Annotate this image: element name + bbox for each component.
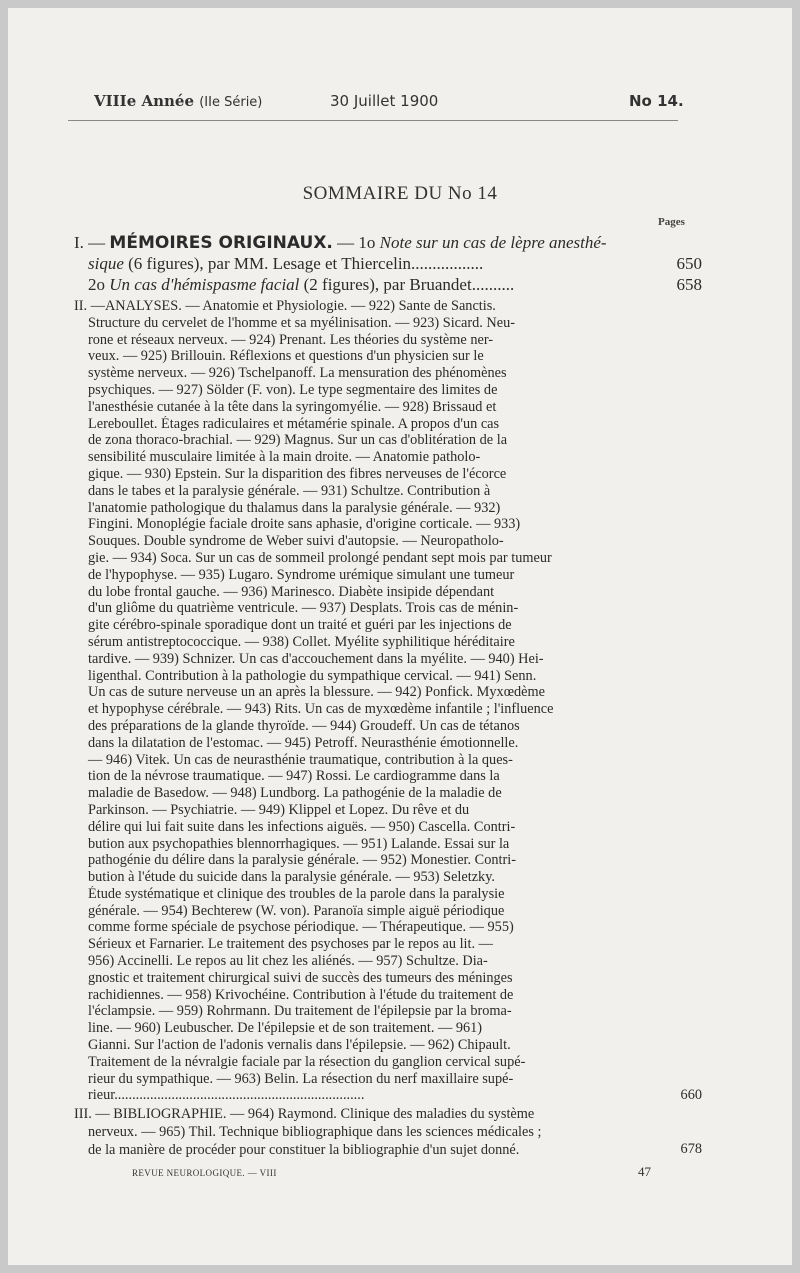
analyses-line: gique. — 930) Epstein. Sur la disparition des fibres nerveuses de l'écorce (88, 465, 507, 482)
analyses-line: des préparations de la glande thyroïde. — 944) Groudeff. Un cas de tétanos (88, 717, 520, 734)
analyses-line: sensibilité musculaire limitée à la main droite. — Anatomie patholo- (88, 449, 481, 466)
analyses-line: Souques. Double syndrome de Weber suivi d'autopsie. — Neuropatholo- (88, 533, 504, 550)
bibliographie-line: III. — BIBLIOGRAPHIE. — 964) Raymond. Clinique des maladies du système (74, 1106, 535, 1122)
section-bibliographie (74, 1105, 702, 1159)
analyses-line: — 946) Vitek. Un cas de neurasthénie traumatique, contribution à la ques- (88, 751, 513, 768)
analyses-line: rachidiennes. — 958) Krivochéine. Contribution à l'étude du traitement de (88, 986, 514, 1003)
page-number: 678 (680, 1141, 702, 1157)
year-label: VIIIe Année (IIe Série) (94, 92, 263, 110)
analyses-line: de zona thoraco-brachial. — 929) Magnus. Sur un cas d'oblitération de la (88, 432, 508, 449)
memoires-line-1: I. — MÉMOIRES ORIGINAUX. — 1o Note sur un cas de lèpre anesthé- (74, 233, 607, 253)
document-page (8, 8, 792, 1265)
analyses-line: Sérieux et Farnarier. Le traitement des psychoses par le repos au lit. — (88, 936, 493, 953)
memoires-heading: MÉMOIRES ORIGINAUX. (109, 233, 333, 253)
analyses-line: rone et réseaux nerveux. — 924) Prenant. Les théories du système ner- (88, 331, 494, 348)
analyses-line: line. — 960) Leubuscher. De l'épilepsie et de son traitement. — 961) (88, 1020, 483, 1037)
analyses-line: rieur...................................................................... (88, 1087, 365, 1104)
analyses-line: Un cas de suture nerveuse un an après la blessure. — 942) Ponfick. Myxœdème (88, 684, 545, 701)
header-rule (68, 120, 678, 121)
analyses-line: l'anatomie pathologique du thalamus dans la paralysie générale. — 932) (88, 499, 501, 516)
analyses-line: Étude systématique et clinique des troubles de la parole dans la paralysie (88, 885, 505, 902)
analyses-line: pathogénie du délire dans la paralysie générale. — 952) Monestier. Contri- (88, 852, 516, 869)
analyses-line: tardive. — 939) Schnizer. Un cas d'accouchement dans la myélite. — 940) Hei- (88, 650, 544, 667)
analyses-line: rieur du sympathique. — 963) Belin. La résection du nerf maxillaire supé- (88, 1070, 514, 1087)
analyses-line: gnostic et traitement chirurgical suivi de succès des tumeurs des méninges (88, 969, 513, 986)
section-analyses (74, 298, 702, 1104)
analyses-line: tion de la névrose traumatique. — 947) Rossi. Le cardiogramme dans la (88, 768, 500, 785)
analyses-line: générale. — 954) Bechterew (W. von). Paranoïa simple aiguë périodique (88, 902, 505, 919)
memoires-line-2: sique (6 figures), par MM. Lesage et Thiercelin................. 650 (88, 254, 702, 273)
analyses-line: veux. — 925) Brillouin. Réflexions et questions d'un physicien sur le (88, 348, 484, 365)
analyses-line: comme forme spéciale de psychose périodique. — Thérapeutique. — 955) (88, 919, 514, 936)
pages-column-label: Pages (658, 216, 685, 228)
analyses-line: gite cérébro-spinale sporadique dont un traité et guéri par les injections de (88, 617, 512, 634)
analyses-line: gie. — 934) Soca. Sur un cas de sommeil prolongé pendant sept mois par tumeur (88, 549, 552, 566)
analyses-line: système nerveux. — 926) Tschelpanoff. La mensuration des phénomènes (88, 365, 507, 382)
analyses-line: Lereboullet. Étages radiculaires et métamérie spinale. A propos d'un cas (88, 415, 500, 432)
analyses-line: du lobe frontal gauche. — 936) Marinesco. Diabète insipide dépendant (88, 583, 495, 600)
section-memoires (74, 232, 702, 295)
analyses-line: dans le tabes et la paralysie générale. — 931) Schultze. Contribution à (88, 482, 491, 499)
analyses-line: l'éclampsie. — 959) Rohrmann. Du traitement de l'épilepsie par la broma- (88, 1003, 512, 1020)
analyses-line: psychiques. — 927) Sölder (F. von). Le type segmentaire des limites de (88, 381, 498, 398)
analyses-line: l'anesthésie cutanée à la tête dans la syringomyélie. — 928) Brissaud et (88, 398, 497, 415)
analyses-line: Structure du cervelet de l'homme et sa myélinisation. — 923) Sicard. Neu- (88, 314, 515, 331)
issue-number: No 14. (629, 92, 684, 110)
analyses-line: II. —ANALYSES. — Anatomie et Physiologie. — 922) Sante de Sanctis. (74, 298, 496, 314)
issue-header (94, 92, 694, 116)
analyses-line: ligenthal. Contribution à la pathologie du sympathique cervical. — 941) Senn. (88, 667, 537, 684)
analyses-line: Gianni. Sur l'action de l'adonis vernalis dans l'épilepsie. — 962) Chipault. (88, 1037, 511, 1054)
footer-journal: REVUE NEUROLOGIQUE. — VIII (132, 1168, 277, 1178)
page-number-650: 650 (676, 254, 702, 273)
analyses-line: bution aux psychopathies blennorrhagiques. — 951) Lalande. Essai sur la (88, 835, 510, 852)
analyses-line: bution à l'étude du suicide dans la paralysie générale. — 953) Seletzky. (88, 869, 495, 886)
page-title: SOMMAIRE DU No 14 (302, 183, 498, 204)
bibliographie-line: de la manière de procéder pour constituer la bibliographie d'un sujet donné. (88, 1142, 520, 1158)
issue-date: 30 Juillet 1900 (330, 92, 439, 110)
footer-page-number: 47 (638, 1164, 651, 1179)
page-number-658: 658 (676, 275, 702, 294)
analyses-line: d'un gliôme du quatrième ventricule. — 937) Desplats. Trois cas de ménin- (88, 600, 519, 617)
analyses-line: Traitement de la névralgie faciale par la résection du ganglion cervical supé- (88, 1053, 526, 1070)
analyses-line: 956) Accinelli. Le repos au lit chez les aliénés. — 957) Schultze. Dia- (88, 953, 488, 970)
analyses-line: Fingini. Monoplégie faciale droite sans aphasie, d'origine corticale. — 933) (88, 516, 521, 533)
page-number: 660 (680, 1087, 702, 1103)
analyses-line: sérum antistreptococcique. — 938) Collet. Myélite syphilitique héréditaire (88, 633, 515, 650)
bibliographie-line: nerveux. — 965) Thil. Technique bibliographique dans les sciences médicales ; (88, 1124, 542, 1140)
analyses-line: maladie de Basedow. — 948) Lundborg. La pathogénie de la maladie de (88, 785, 502, 802)
memoires-line-3: 2o Un cas d'hémispasme facial (2 figures), par Bruandet.......... 658 (88, 275, 702, 294)
analyses-line: et hypophyse cérébrale. — 943) Rits. Un cas de myxœdème infantile ; l'influence (88, 701, 554, 718)
analyses-line: délire qui lui fait suite dans les infections aiguës. — 950) Cascella. Contri- (88, 818, 516, 835)
analyses-line: Parkinson. — Psychiatrie. — 949) Klippel et Lopez. Du rêve et du (88, 801, 470, 818)
analyses-line: de l'hypophyse. — 935) Lugaro. Syndrome urémique simulant une tumeur (88, 566, 515, 583)
analyses-line: dans la dilatation de l'estomac. — 945) Petroff. Neurasthénie émotionnelle. (88, 734, 519, 751)
